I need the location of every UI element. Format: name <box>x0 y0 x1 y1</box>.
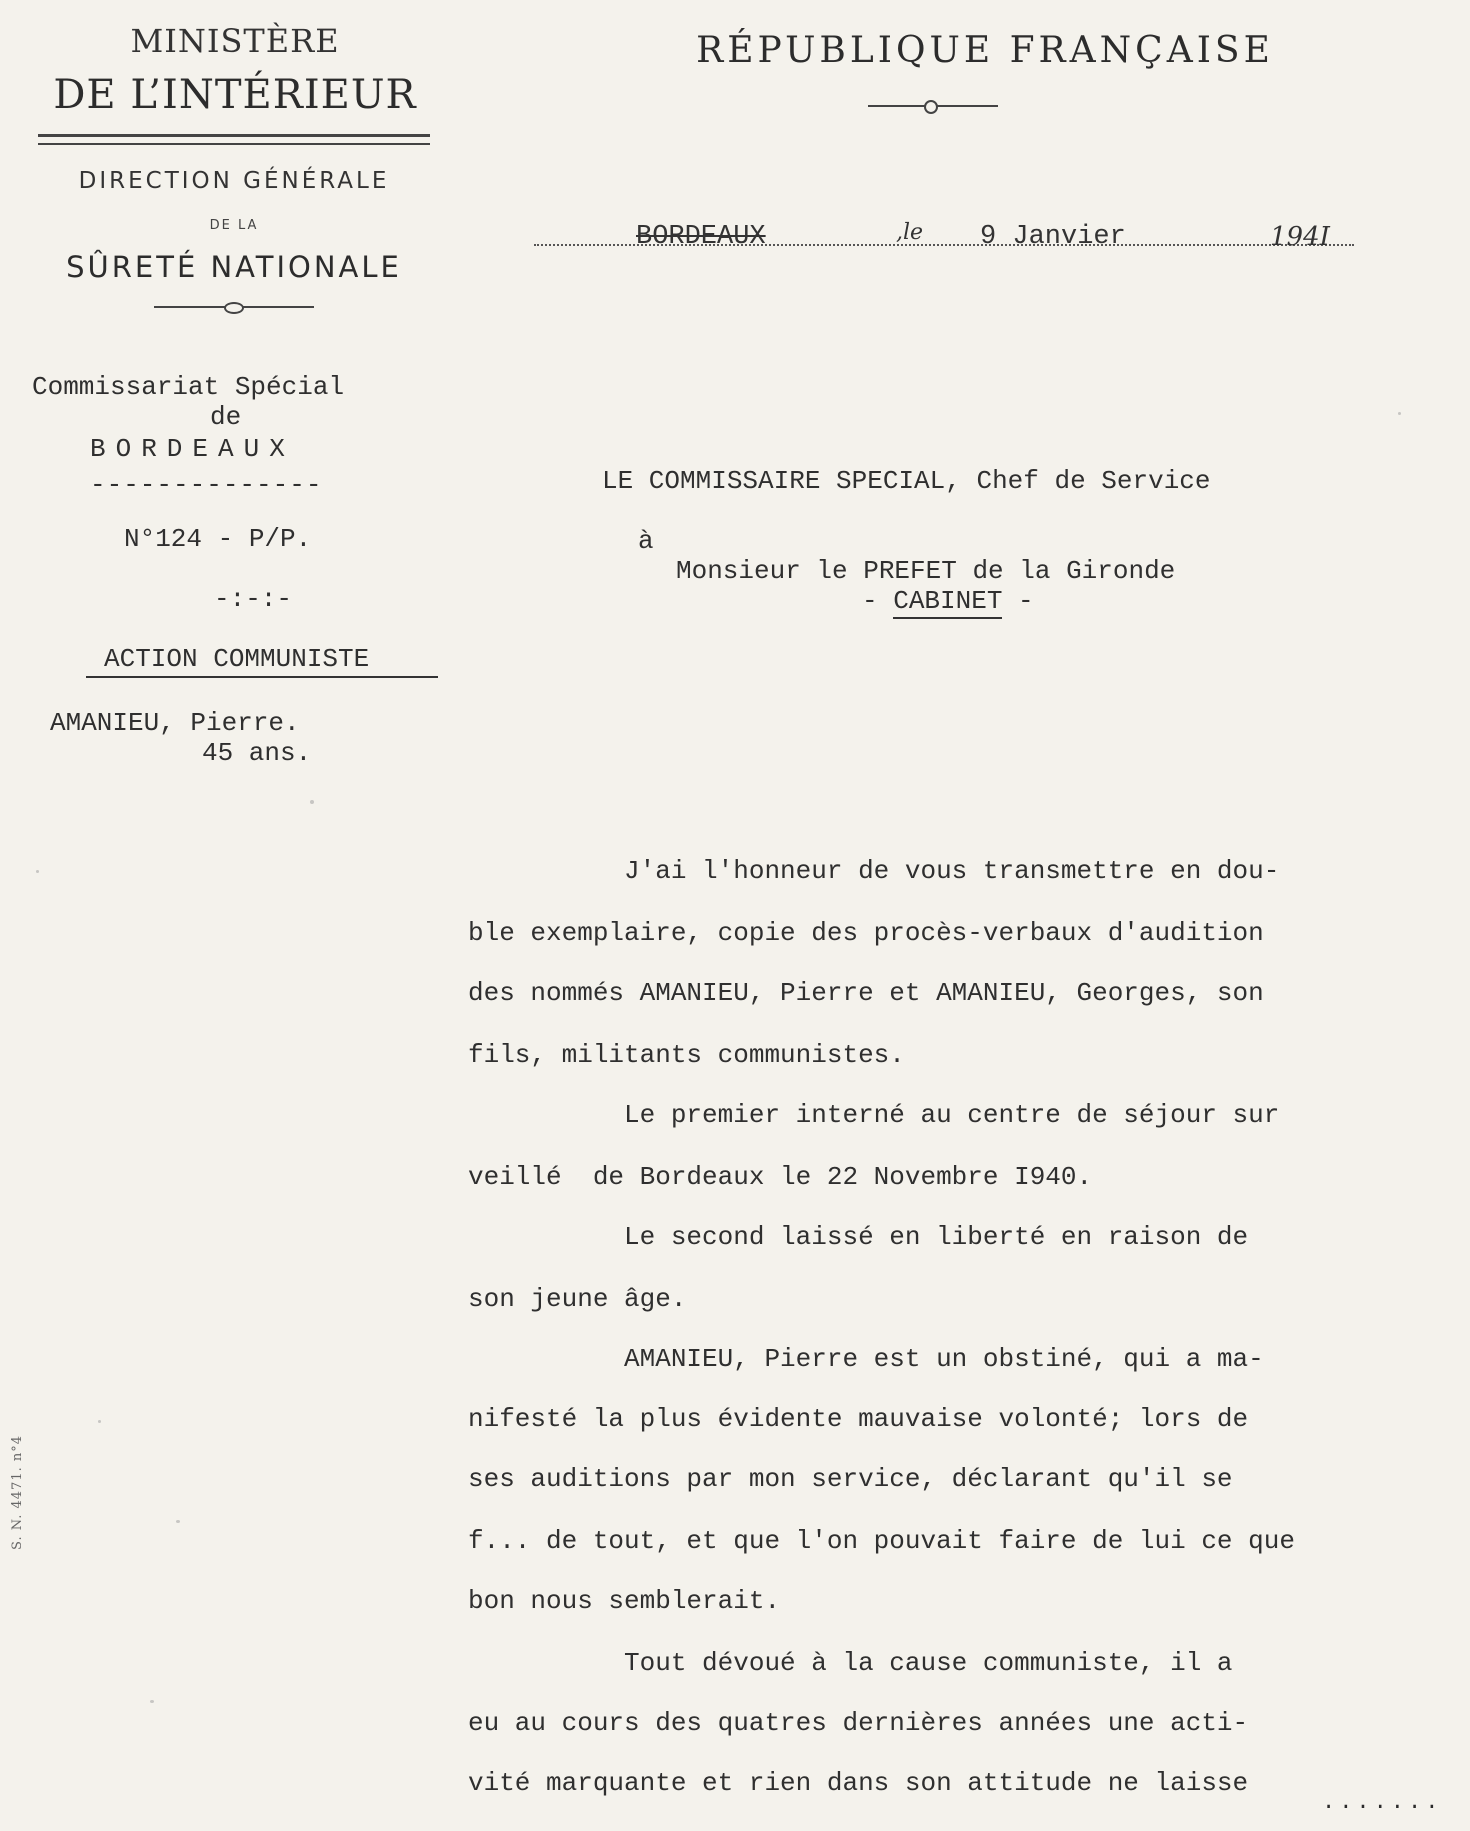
date-le-label: ,le <box>896 220 924 245</box>
subject-name: AMANIEU, Pierre. <box>50 708 300 738</box>
body-line: vité marquante et rien dans son attitude ne laisse <box>468 1768 1249 1798</box>
continuation-dots: ....... <box>1322 1790 1443 1815</box>
body-line: eu au cours des quatres dernières années une acti- <box>468 1708 1249 1738</box>
date-day-month: 9 Janvier <box>980 222 1126 252</box>
body-line: f... de tout, et que l'on pouvait faire de lui ce que <box>468 1526 1295 1556</box>
right-ornament-dot <box>924 100 938 114</box>
paper-speck <box>36 870 39 873</box>
paper-speck <box>150 1700 154 1703</box>
reference-number: N°124 - P/P. <box>124 524 312 554</box>
subject-age: 45 ans. <box>202 738 312 768</box>
body-line: AMANIEU, Pierre est un obstiné, qui a ma- <box>468 1344 1264 1374</box>
cabinet-line <box>862 586 1034 616</box>
body-line: nifesté la plus évidente mauvaise volonté; lors de <box>468 1404 1249 1434</box>
cabinet-prefix: - <box>862 586 894 616</box>
body-line: bon nous semblerait. <box>468 1586 781 1616</box>
addressee-a: à <box>638 526 654 556</box>
separator-mark: -:-:- <box>214 584 293 614</box>
body-line: son jeune âge. <box>468 1284 687 1314</box>
left-ornament-knot <box>224 302 244 314</box>
body-line: Tout dévoué à la cause communiste, il a <box>468 1648 1233 1678</box>
paper-speck <box>310 800 314 804</box>
recipient-line: Monsieur le PREFET de la Gironde <box>676 556 1176 586</box>
republique-heading: RÉPUBLIQUE FRANÇAISE <box>696 30 1274 71</box>
side-print-code <box>2 1350 32 1570</box>
date-year: 194I <box>1270 222 1330 252</box>
direction-heading: DIRECTION GÉNÉRALE <box>78 168 390 194</box>
side-print-code-text: S. N. 4471. n°4 <box>10 1434 25 1550</box>
body-line: ble exemplaire, copie des procès-verbaux d'audition <box>468 918 1264 948</box>
body-line: Le second laissé en liberté en raison de <box>468 1222 1249 1252</box>
body-line: J'ai l'honneur de vous transmettre en dou- <box>468 856 1280 886</box>
paper-speck <box>1398 412 1401 415</box>
sender-line: LE COMMISSAIRE SPECIAL, Chef de Service <box>602 466 1211 496</box>
ministere-heading: MINISTÈRE <box>130 22 340 60</box>
body-line: Le premier interné au centre de séjour sur <box>468 1100 1280 1130</box>
dash-rule: -------------- <box>90 470 323 500</box>
date-city: BORDEAUX <box>636 222 766 252</box>
subject-underline <box>86 676 438 678</box>
paper-speck <box>98 1420 101 1423</box>
commissariat-city: BORDEAUX <box>90 434 295 464</box>
cabinet-suffix: - <box>1002 586 1034 616</box>
paper-speck <box>176 1520 180 1523</box>
commissariat-de: de <box>210 402 242 432</box>
body-line: veillé de Bordeaux le 22 Novembre I940. <box>468 1162 1093 1192</box>
cabinet-label: CABINET <box>893 586 1002 619</box>
de-la-label: DE LA <box>209 218 259 233</box>
body-line: fils, militants communistes. <box>468 1040 905 1070</box>
surete-heading: SÛRETÉ NATIONALE <box>66 250 402 284</box>
letterhead-double-rule <box>38 134 430 145</box>
commissariat-label: Commissariat Spécial <box>32 372 345 402</box>
body-line: ses auditions par mon service, déclarant qu'il se <box>468 1464 1233 1494</box>
interieur-heading: DE L’INTÉRIEUR <box>53 72 417 118</box>
subject-heading: ACTION COMMUNISTE <box>104 644 370 674</box>
body-line: des nommés AMANIEU, Pierre et AMANIEU, Georges, son <box>468 978 1264 1008</box>
